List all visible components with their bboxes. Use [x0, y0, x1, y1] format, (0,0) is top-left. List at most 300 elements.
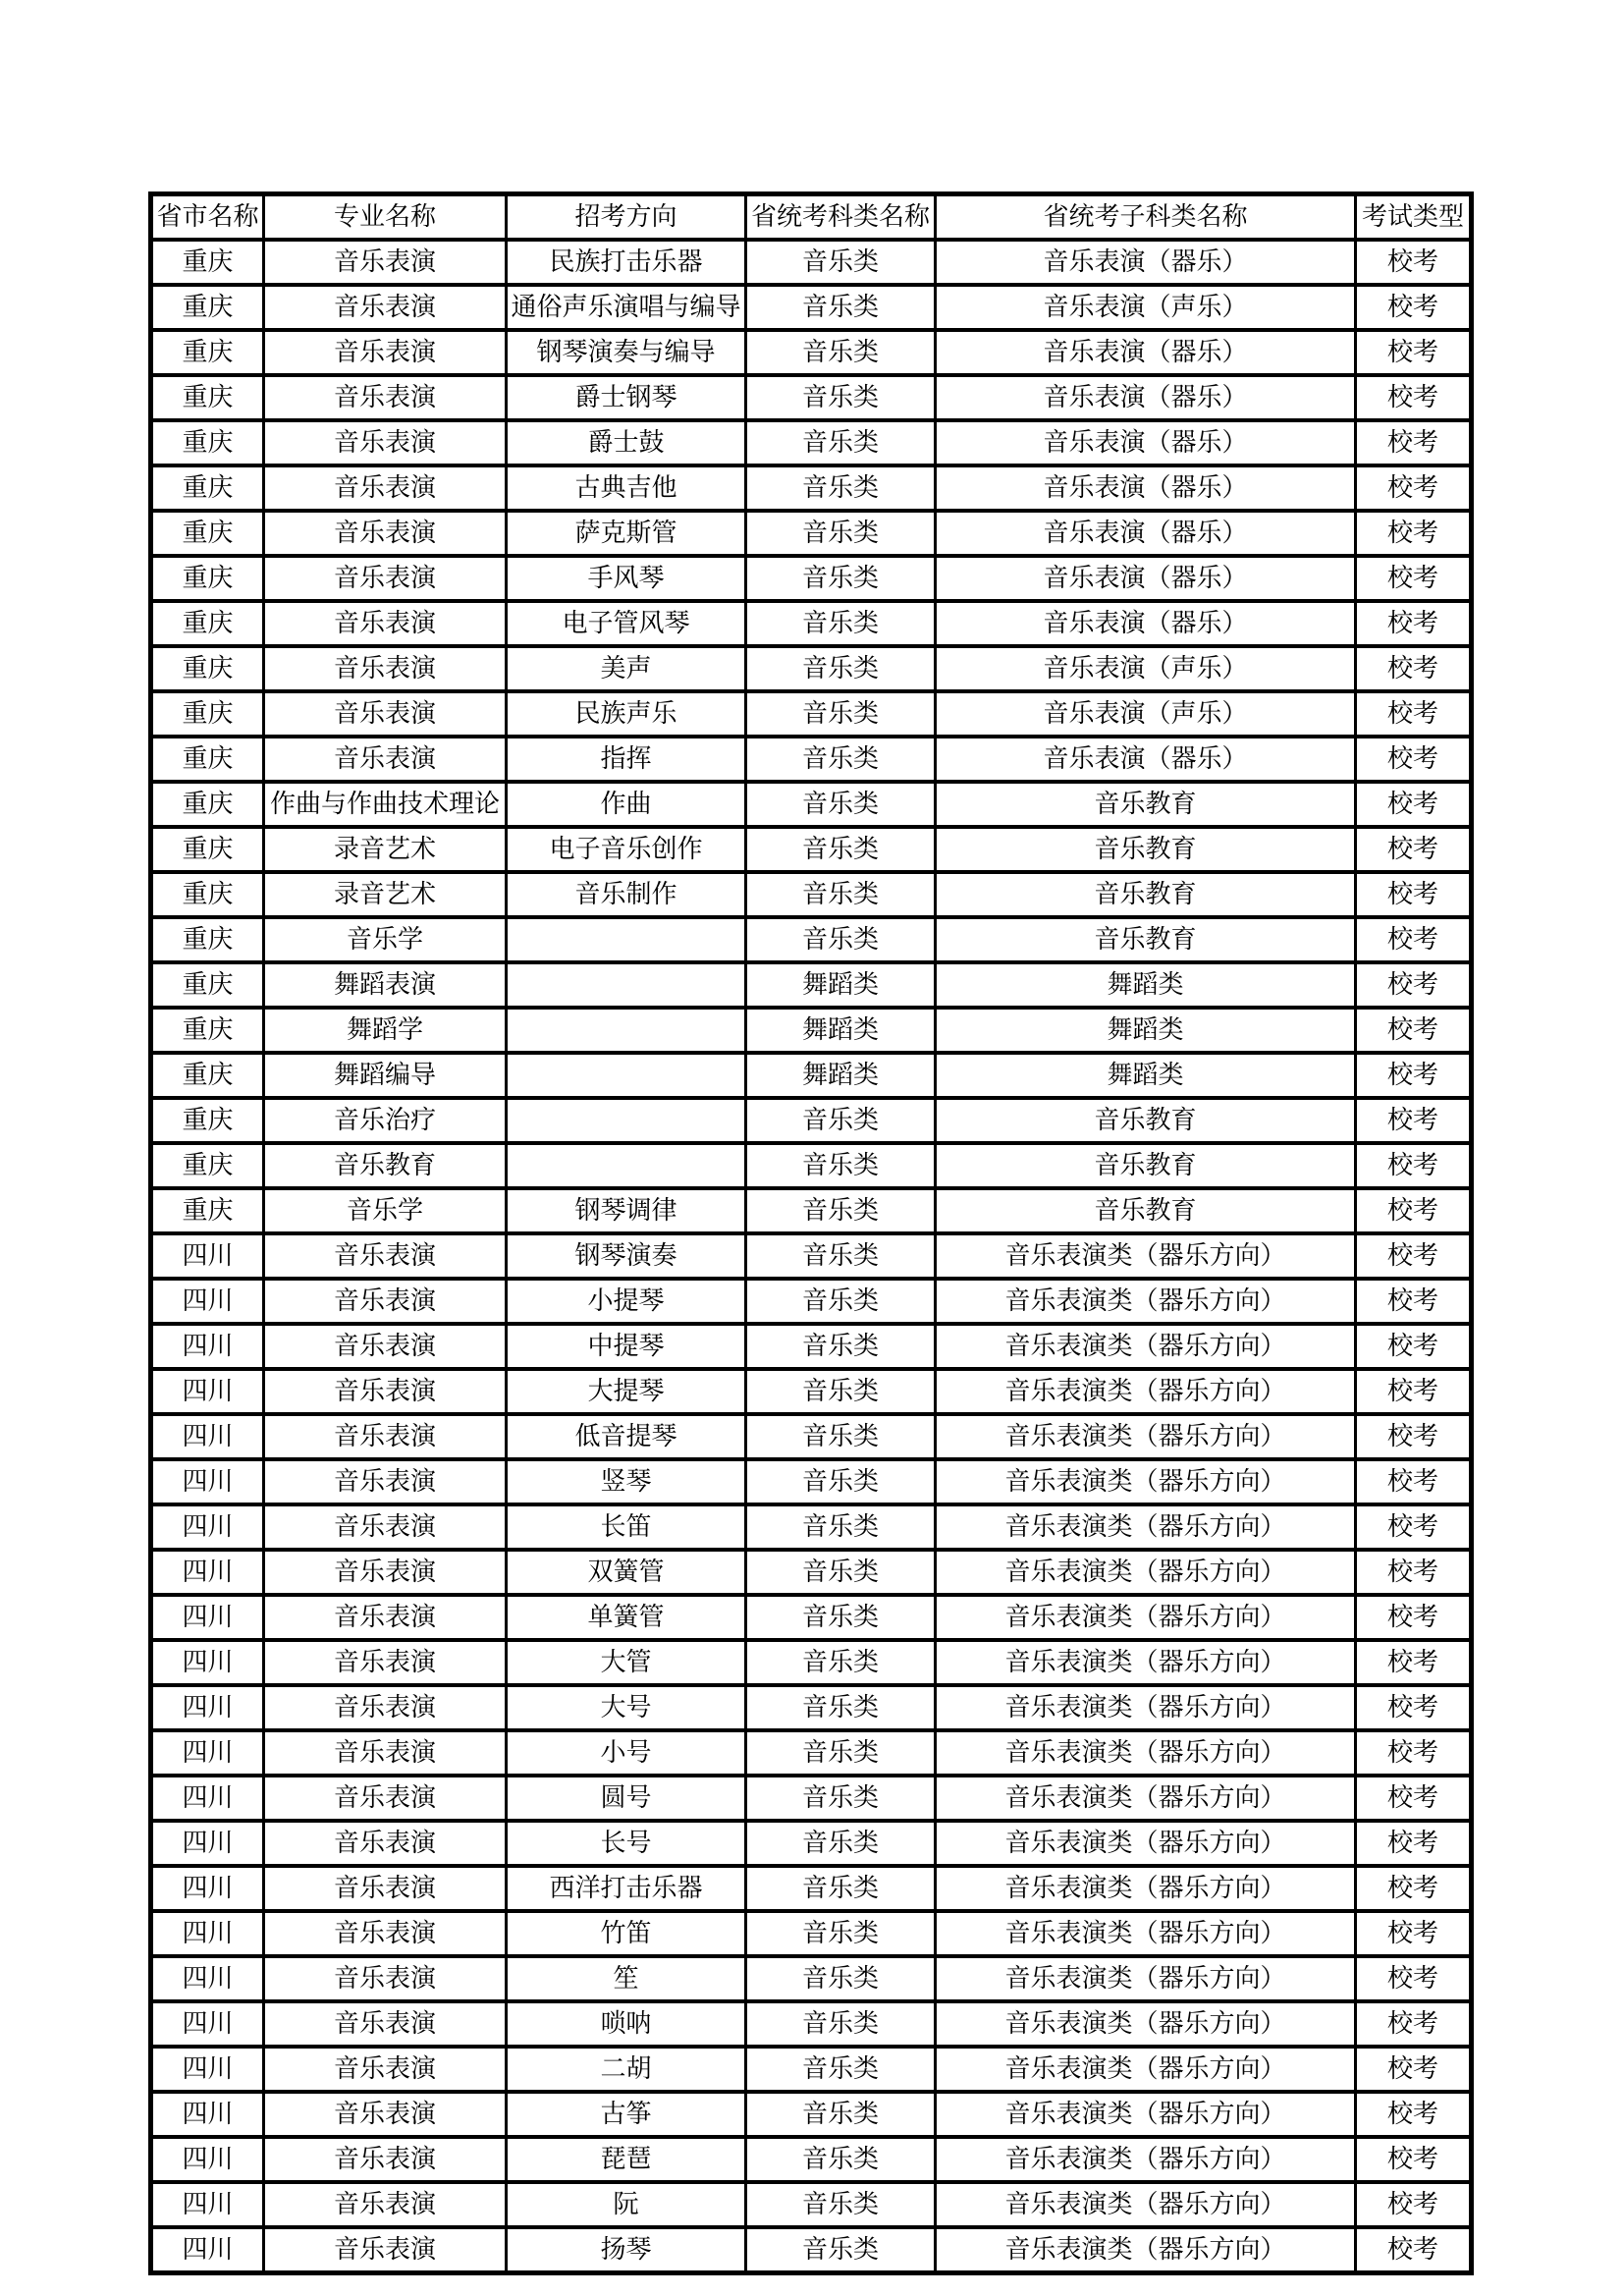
cell-subcategory: 音乐教育 — [936, 827, 1356, 872]
cell-category: 音乐类 — [746, 1866, 936, 1911]
cell-direction — [507, 962, 746, 1008]
cell-subcategory: 音乐表演类（器乐方向） — [936, 1595, 1356, 1640]
cell-subcategory: 音乐表演（器乐） — [936, 330, 1356, 375]
cell-subcategory: 音乐教育 — [936, 1188, 1356, 1233]
cell-subcategory: 音乐表演类（器乐方向） — [936, 1279, 1356, 1324]
cell-major: 录音艺术 — [264, 872, 507, 917]
cell-major: 音乐表演 — [264, 285, 507, 330]
table-row — [151, 465, 1472, 511]
cell-direction: 钢琴调律 — [507, 1188, 746, 1233]
cell-category: 音乐类 — [746, 2047, 936, 2092]
cell-category: 音乐类 — [746, 285, 936, 330]
cell-category: 音乐类 — [746, 2001, 936, 2047]
cell-exam-type: 校考 — [1356, 962, 1472, 1008]
cell-category: 音乐类 — [746, 1098, 936, 1143]
cell-subcategory: 音乐表演类（器乐方向） — [936, 1956, 1356, 2001]
cell-province: 重庆 — [151, 827, 264, 872]
table-row — [151, 1188, 1472, 1233]
cell-province: 四川 — [151, 1640, 264, 1685]
cell-exam-type: 校考 — [1356, 511, 1472, 556]
cell-direction: 作曲 — [507, 782, 746, 827]
cell-province: 重庆 — [151, 872, 264, 917]
cell-exam-type: 校考 — [1356, 1233, 1472, 1279]
cell-province: 四川 — [151, 1776, 264, 1821]
cell-category: 音乐类 — [746, 646, 936, 691]
cell-subcategory: 音乐教育 — [936, 1098, 1356, 1143]
table-row — [151, 827, 1472, 872]
cell-major: 音乐表演 — [264, 1776, 507, 1821]
cell-exam-type: 校考 — [1356, 737, 1472, 782]
cell-subcategory: 音乐表演（器乐） — [936, 601, 1356, 646]
cell-direction: 指挥 — [507, 737, 746, 782]
cell-major: 音乐表演 — [264, 1550, 507, 1595]
cell-subcategory: 音乐表演类（器乐方向） — [936, 1504, 1356, 1550]
cell-exam-type: 校考 — [1356, 2047, 1472, 2092]
cell-province: 四川 — [151, 1279, 264, 1324]
cell-category: 音乐类 — [746, 1143, 936, 1188]
cell-direction: 阮 — [507, 2182, 746, 2227]
cell-direction: 音乐制作 — [507, 872, 746, 917]
table-row — [151, 2092, 1472, 2137]
cell-category: 音乐类 — [746, 827, 936, 872]
cell-province: 四川 — [151, 1324, 264, 1369]
cell-subcategory: 音乐表演类（器乐方向） — [936, 2092, 1356, 2137]
cell-major: 音乐表演 — [264, 1459, 507, 1504]
cell-major: 音乐表演 — [264, 420, 507, 465]
cell-major: 音乐表演 — [264, 1414, 507, 1459]
table-row — [151, 1053, 1472, 1098]
cell-direction: 通俗声乐演唱与编导 — [507, 285, 746, 330]
cell-exam-type: 校考 — [1356, 1188, 1472, 1233]
cell-subcategory: 音乐表演类（器乐方向） — [936, 1324, 1356, 1369]
cell-exam-type: 校考 — [1356, 1640, 1472, 1685]
cell-exam-type: 校考 — [1356, 872, 1472, 917]
cell-category: 音乐类 — [746, 601, 936, 646]
table-row — [151, 962, 1472, 1008]
table-row — [151, 872, 1472, 917]
cell-exam-type: 校考 — [1356, 1821, 1472, 1866]
cell-category: 音乐类 — [746, 240, 936, 285]
cell-exam-type: 校考 — [1356, 1369, 1472, 1414]
cell-major: 音乐表演 — [264, 556, 507, 601]
cell-direction: 爵士钢琴 — [507, 375, 746, 420]
cell-exam-type: 校考 — [1356, 1866, 1472, 1911]
cell-exam-type: 校考 — [1356, 240, 1472, 285]
cell-direction: 大号 — [507, 1685, 746, 1730]
cell-major: 录音艺术 — [264, 827, 507, 872]
cell-category: 舞蹈类 — [746, 1053, 936, 1098]
cell-category: 音乐类 — [746, 1324, 936, 1369]
cell-exam-type: 校考 — [1356, 1324, 1472, 1369]
cell-exam-type: 校考 — [1356, 285, 1472, 330]
cell-direction: 民族打击乐器 — [507, 240, 746, 285]
cell-direction: 电子管风琴 — [507, 601, 746, 646]
table-row — [151, 2137, 1472, 2182]
cell-category: 音乐类 — [746, 2182, 936, 2227]
cell-province: 四川 — [151, 2137, 264, 2182]
cell-province: 重庆 — [151, 375, 264, 420]
cell-category: 舞蹈类 — [746, 1008, 936, 1053]
cell-province: 四川 — [151, 2182, 264, 2227]
table-row — [151, 1866, 1472, 1911]
cell-direction: 长笛 — [507, 1504, 746, 1550]
cell-major: 舞蹈表演 — [264, 962, 507, 1008]
cell-subcategory: 音乐表演类（器乐方向） — [936, 1776, 1356, 1821]
cell-exam-type: 校考 — [1356, 601, 1472, 646]
cell-category: 舞蹈类 — [746, 962, 936, 1008]
cell-subcategory: 音乐表演类（器乐方向） — [936, 1685, 1356, 1730]
table-row — [151, 240, 1472, 285]
cell-major: 音乐表演 — [264, 1956, 507, 2001]
table-row — [151, 1550, 1472, 1595]
cell-direction: 中提琴 — [507, 1324, 746, 1369]
cell-category: 音乐类 — [746, 556, 936, 601]
cell-province: 四川 — [151, 1233, 264, 1279]
cell-subcategory: 舞蹈类 — [936, 962, 1356, 1008]
table-row — [151, 1685, 1472, 1730]
cell-direction: 萨克斯管 — [507, 511, 746, 556]
cell-province: 重庆 — [151, 465, 264, 511]
table-row — [151, 1504, 1472, 1550]
table-row — [151, 1956, 1472, 2001]
cell-major: 音乐表演 — [264, 1279, 507, 1324]
cell-major: 音乐表演 — [264, 1866, 507, 1911]
cell-subcategory: 舞蹈类 — [936, 1053, 1356, 1098]
cell-subcategory: 音乐表演类（器乐方向） — [936, 1369, 1356, 1414]
cell-subcategory: 音乐表演（器乐） — [936, 556, 1356, 601]
table-row — [151, 1595, 1472, 1640]
table-row — [151, 1324, 1472, 1369]
column-header-category: 省统考科类名称 — [746, 194, 936, 241]
cell-subcategory: 音乐表演类（器乐方向） — [936, 2182, 1356, 2227]
cell-major: 音乐表演 — [264, 2092, 507, 2137]
table-row — [151, 1776, 1472, 1821]
cell-province: 四川 — [151, 2227, 264, 2273]
cell-exam-type: 校考 — [1356, 782, 1472, 827]
cell-province: 四川 — [151, 1459, 264, 1504]
cell-direction: 大提琴 — [507, 1369, 746, 1414]
cell-direction: 古典吉他 — [507, 465, 746, 511]
cell-province: 四川 — [151, 1956, 264, 2001]
cell-subcategory: 音乐表演类（器乐方向） — [936, 2047, 1356, 2092]
cell-major: 音乐表演 — [264, 601, 507, 646]
cell-direction: 单簧管 — [507, 1595, 746, 1640]
column-header-exam-type: 考试类型 — [1356, 194, 1472, 241]
cell-major: 音乐表演 — [264, 1369, 507, 1414]
cell-province: 重庆 — [151, 1143, 264, 1188]
cell-category: 音乐类 — [746, 1685, 936, 1730]
table-row — [151, 2182, 1472, 2227]
cell-exam-type: 校考 — [1356, 917, 1472, 962]
cell-major: 音乐表演 — [264, 737, 507, 782]
cell-category: 音乐类 — [746, 511, 936, 556]
cell-major: 音乐表演 — [264, 240, 507, 285]
cell-exam-type: 校考 — [1356, 2182, 1472, 2227]
cell-major: 音乐表演 — [264, 1504, 507, 1550]
cell-category: 音乐类 — [746, 1369, 936, 1414]
cell-major: 音乐表演 — [264, 1685, 507, 1730]
cell-exam-type: 校考 — [1356, 827, 1472, 872]
table-row — [151, 1233, 1472, 1279]
table-row — [151, 691, 1472, 737]
cell-major: 作曲与作曲技术理论 — [264, 782, 507, 827]
cell-major: 音乐表演 — [264, 2227, 507, 2273]
cell-subcategory: 音乐表演类（器乐方向） — [936, 1233, 1356, 1279]
cell-direction: 钢琴演奏与编导 — [507, 330, 746, 375]
cell-exam-type: 校考 — [1356, 1143, 1472, 1188]
cell-major: 音乐表演 — [264, 691, 507, 737]
table-row — [151, 601, 1472, 646]
table-row — [151, 1369, 1472, 1414]
cell-province: 重庆 — [151, 962, 264, 1008]
cell-category: 音乐类 — [746, 1595, 936, 1640]
cell-province: 四川 — [151, 2001, 264, 2047]
cell-category: 音乐类 — [746, 1188, 936, 1233]
cell-subcategory: 音乐表演类（器乐方向） — [936, 1866, 1356, 1911]
cell-exam-type: 校考 — [1356, 420, 1472, 465]
table-row — [151, 646, 1472, 691]
cell-subcategory: 音乐教育 — [936, 872, 1356, 917]
cell-province: 重庆 — [151, 285, 264, 330]
cell-category: 音乐类 — [746, 2227, 936, 2273]
cell-category: 音乐类 — [746, 1911, 936, 1956]
cell-major: 音乐表演 — [264, 1911, 507, 1956]
table-row — [151, 1640, 1472, 1685]
table-row — [151, 2227, 1472, 2273]
cell-exam-type: 校考 — [1356, 2137, 1472, 2182]
table-row — [151, 511, 1472, 556]
cell-major: 音乐表演 — [264, 1730, 507, 1776]
table-row — [151, 1821, 1472, 1866]
cell-direction — [507, 1008, 746, 1053]
cell-province: 四川 — [151, 1730, 264, 1776]
cell-major: 音乐表演 — [264, 1324, 507, 1369]
cell-direction: 双簧管 — [507, 1550, 746, 1595]
cell-subcategory: 音乐表演（器乐） — [936, 240, 1356, 285]
table-row — [151, 375, 1472, 420]
cell-exam-type: 校考 — [1356, 1595, 1472, 1640]
cell-subcategory: 音乐表演类（器乐方向） — [936, 1459, 1356, 1504]
cell-category: 音乐类 — [746, 917, 936, 962]
cell-major: 音乐教育 — [264, 1143, 507, 1188]
cell-direction: 笙 — [507, 1956, 746, 2001]
column-header-major: 专业名称 — [264, 194, 507, 241]
cell-direction: 竹笛 — [507, 1911, 746, 1956]
cell-major: 音乐表演 — [264, 1640, 507, 1685]
cell-exam-type: 校考 — [1356, 465, 1472, 511]
table-row — [151, 737, 1472, 782]
cell-category: 音乐类 — [746, 872, 936, 917]
cell-subcategory: 音乐表演（声乐） — [936, 285, 1356, 330]
table-row — [151, 420, 1472, 465]
cell-exam-type: 校考 — [1356, 1730, 1472, 1776]
cell-direction: 大管 — [507, 1640, 746, 1685]
cell-subcategory: 音乐表演（器乐） — [936, 465, 1356, 511]
column-header-province: 省市名称 — [151, 194, 264, 241]
cell-direction: 民族声乐 — [507, 691, 746, 737]
column-header-direction: 招考方向 — [507, 194, 746, 241]
cell-exam-type: 校考 — [1356, 330, 1472, 375]
cell-province: 重庆 — [151, 737, 264, 782]
cell-direction: 电子音乐创作 — [507, 827, 746, 872]
cell-category: 音乐类 — [746, 1776, 936, 1821]
cell-major: 音乐表演 — [264, 2001, 507, 2047]
cell-exam-type: 校考 — [1356, 556, 1472, 601]
header-row — [151, 194, 1472, 241]
cell-major: 音乐表演 — [264, 330, 507, 375]
cell-category: 音乐类 — [746, 465, 936, 511]
cell-category: 音乐类 — [746, 2137, 936, 2182]
cell-province: 四川 — [151, 1595, 264, 1640]
cell-subcategory: 音乐表演（器乐） — [936, 737, 1356, 782]
cell-exam-type: 校考 — [1356, 2092, 1472, 2137]
cell-subcategory: 音乐表演类（器乐方向） — [936, 2001, 1356, 2047]
cell-exam-type: 校考 — [1356, 1459, 1472, 1504]
cell-province: 重庆 — [151, 420, 264, 465]
cell-subcategory: 音乐表演（器乐） — [936, 420, 1356, 465]
cell-province: 重庆 — [151, 601, 264, 646]
cell-province: 重庆 — [151, 1053, 264, 1098]
table-row — [151, 556, 1472, 601]
cell-direction: 扬琴 — [507, 2227, 746, 2273]
table-row — [151, 1459, 1472, 1504]
cell-direction: 琵琶 — [507, 2137, 746, 2182]
cell-exam-type: 校考 — [1356, 1911, 1472, 1956]
cell-major: 音乐表演 — [264, 646, 507, 691]
column-header-subcategory: 省统考子科类名称 — [936, 194, 1356, 241]
cell-category: 音乐类 — [746, 1821, 936, 1866]
cell-province: 重庆 — [151, 782, 264, 827]
table-body — [151, 240, 1472, 2273]
cell-province: 四川 — [151, 1369, 264, 1414]
cell-major: 音乐表演 — [264, 2182, 507, 2227]
cell-province: 重庆 — [151, 917, 264, 962]
cell-subcategory: 音乐表演类（器乐方向） — [936, 1911, 1356, 1956]
cell-province: 重庆 — [151, 1188, 264, 1233]
cell-category: 音乐类 — [746, 1279, 936, 1324]
cell-direction: 钢琴演奏 — [507, 1233, 746, 1279]
cell-exam-type: 校考 — [1356, 1279, 1472, 1324]
table-row — [151, 782, 1472, 827]
cell-province: 四川 — [151, 2047, 264, 2092]
cell-direction: 低音提琴 — [507, 1414, 746, 1459]
table-row — [151, 2047, 1472, 2092]
cell-major: 音乐表演 — [264, 511, 507, 556]
cell-category: 音乐类 — [746, 1550, 936, 1595]
cell-major: 音乐表演 — [264, 1821, 507, 1866]
cell-category: 音乐类 — [746, 782, 936, 827]
cell-direction: 古筝 — [507, 2092, 746, 2137]
cell-direction — [507, 1053, 746, 1098]
table-row — [151, 2001, 1472, 2047]
cell-exam-type: 校考 — [1356, 1956, 1472, 2001]
cell-category: 音乐类 — [746, 375, 936, 420]
table-row — [151, 330, 1472, 375]
cell-subcategory: 音乐表演类（器乐方向） — [936, 1730, 1356, 1776]
cell-major: 音乐表演 — [264, 1595, 507, 1640]
cell-subcategory: 音乐教育 — [936, 1143, 1356, 1188]
cell-exam-type: 校考 — [1356, 375, 1472, 420]
cell-province: 重庆 — [151, 511, 264, 556]
cell-major: 舞蹈编导 — [264, 1053, 507, 1098]
cell-direction: 圆号 — [507, 1776, 746, 1821]
table-row — [151, 1008, 1472, 1053]
table-row — [151, 1279, 1472, 1324]
cell-province: 四川 — [151, 2092, 264, 2137]
cell-subcategory: 音乐表演类（器乐方向） — [936, 2227, 1356, 2273]
cell-category: 音乐类 — [746, 1730, 936, 1776]
cell-major: 音乐表演 — [264, 465, 507, 511]
cell-major: 音乐表演 — [264, 1233, 507, 1279]
cell-exam-type: 校考 — [1356, 1053, 1472, 1098]
cell-direction — [507, 1098, 746, 1143]
cell-province: 重庆 — [151, 691, 264, 737]
cell-direction: 唢呐 — [507, 2001, 746, 2047]
cell-major: 音乐学 — [264, 1188, 507, 1233]
cell-category: 音乐类 — [746, 1414, 936, 1459]
admissions-table — [148, 191, 1474, 2275]
cell-province: 重庆 — [151, 240, 264, 285]
cell-subcategory: 音乐表演类（器乐方向） — [936, 2137, 1356, 2182]
cell-exam-type: 校考 — [1356, 2227, 1472, 2273]
cell-exam-type: 校考 — [1356, 646, 1472, 691]
cell-exam-type: 校考 — [1356, 1008, 1472, 1053]
cell-direction: 二胡 — [507, 2047, 746, 2092]
cell-subcategory: 音乐表演（声乐） — [936, 646, 1356, 691]
cell-province: 四川 — [151, 1911, 264, 1956]
table-row — [151, 1414, 1472, 1459]
cell-direction: 竖琴 — [507, 1459, 746, 1504]
table-row — [151, 1911, 1472, 1956]
cell-major: 音乐表演 — [264, 2137, 507, 2182]
table-row — [151, 917, 1472, 962]
cell-category: 音乐类 — [746, 1640, 936, 1685]
cell-category: 音乐类 — [746, 1233, 936, 1279]
cell-province: 四川 — [151, 1414, 264, 1459]
cell-major: 音乐学 — [264, 917, 507, 962]
cell-major: 舞蹈学 — [264, 1008, 507, 1053]
cell-category: 音乐类 — [746, 2092, 936, 2137]
cell-category: 音乐类 — [746, 420, 936, 465]
cell-exam-type: 校考 — [1356, 1685, 1472, 1730]
cell-exam-type: 校考 — [1356, 1414, 1472, 1459]
cell-category: 音乐类 — [746, 1956, 936, 2001]
cell-province: 重庆 — [151, 1008, 264, 1053]
cell-subcategory: 音乐表演类（器乐方向） — [936, 1640, 1356, 1685]
cell-category: 音乐类 — [746, 691, 936, 737]
cell-exam-type: 校考 — [1356, 691, 1472, 737]
table-row — [151, 285, 1472, 330]
cell-direction: 美声 — [507, 646, 746, 691]
cell-direction: 小号 — [507, 1730, 746, 1776]
cell-subcategory: 舞蹈类 — [936, 1008, 1356, 1053]
cell-exam-type: 校考 — [1356, 1550, 1472, 1595]
cell-exam-type: 校考 — [1356, 2001, 1472, 2047]
cell-province: 四川 — [151, 1866, 264, 1911]
cell-major: 音乐表演 — [264, 2047, 507, 2092]
table-row — [151, 1143, 1472, 1188]
cell-direction: 手风琴 — [507, 556, 746, 601]
table-row — [151, 1098, 1472, 1143]
cell-exam-type: 校考 — [1356, 1098, 1472, 1143]
cell-major: 音乐表演 — [264, 375, 507, 420]
cell-province: 四川 — [151, 1685, 264, 1730]
cell-direction — [507, 917, 746, 962]
cell-subcategory: 音乐教育 — [936, 782, 1356, 827]
cell-subcategory: 音乐表演类（器乐方向） — [936, 1414, 1356, 1459]
cell-subcategory: 音乐表演（器乐） — [936, 375, 1356, 420]
cell-direction: 西洋打击乐器 — [507, 1866, 746, 1911]
